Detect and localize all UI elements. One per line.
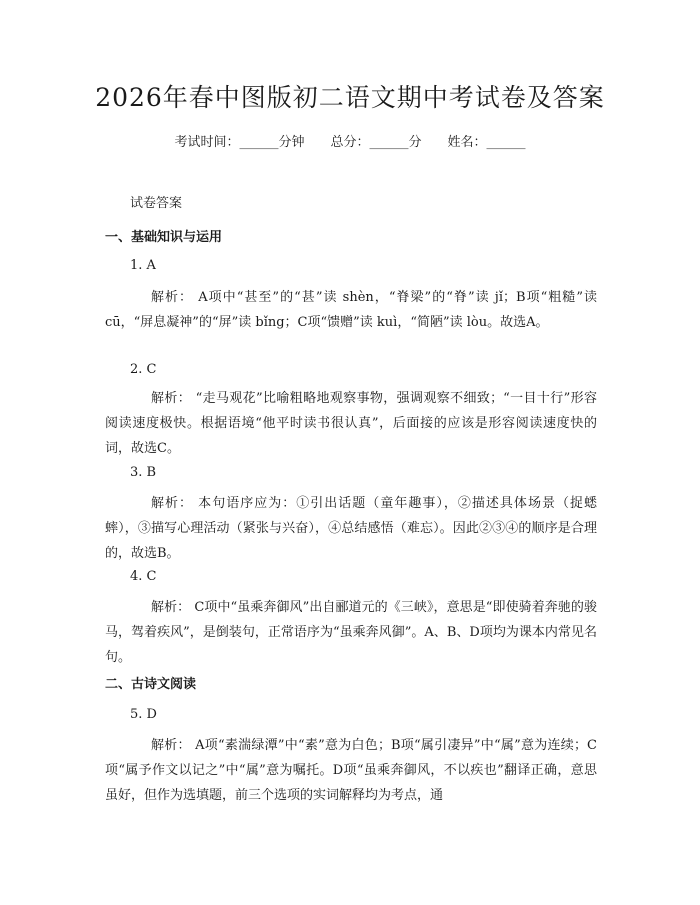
question-explanation: 解析： “走马观花”比喻粗略地观察事物，强调观察不细致；“一目十行”形容阅读速度极快。根据语境“他平时读书很认真”，后面接的应该是形容阅读速度快的词，故选C。 — [105, 391, 597, 456]
time-blank: ______ — [239, 135, 279, 150]
score-unit: 分 — [408, 135, 422, 150]
question-number: 5. D — [130, 707, 157, 722]
name-label: 姓名： — [447, 135, 487, 150]
question-number: 3. B — [130, 465, 157, 480]
score-label: 总分： — [330, 135, 370, 150]
question-explanation: 解析： A项中“甚至”的“甚”读 shèn，“脊梁”的“脊”读 jǐ；B项“粗糙”读 cū，“屏息凝神”的“屏”读 bǐng；C项“馈赠”读 kuì，“简陋”读 lòu。故选A。 — [105, 290, 597, 330]
exam-meta-line — [0, 131, 700, 150]
answers-subheading: 试卷答案 — [130, 196, 183, 211]
time-unit: 分钟 — [278, 135, 305, 150]
question-number: 4. C — [130, 569, 157, 584]
score-blank: ______ — [369, 135, 409, 150]
section-heading: 一、基础知识与运用 — [105, 230, 223, 245]
time-label: 考试时间： — [174, 135, 240, 150]
section-heading: 二、古诗文阅读 — [105, 677, 197, 692]
question-explanation: 解析： C项中“虽乘奔御风”出自郦道元的《三峡》，意思是“即使骑着奔驰的骏马，驾着疾风”，是倒装句，正常语序为“虽乘奔风御”。A、B、D项均为课本内常见名句。 — [105, 600, 597, 665]
question-explanation: 解析： 本句语序应为：①引出话题（童年趣事），②描述具体场景（捉蟋蟀），③描写心理活动（紧张与兴奋），④总结感悟（难忘）。因此②③④的顺序是合理的，故选B。 — [105, 496, 597, 561]
question-explanation: 解析： A项“素湍绿潭”中“素”意为白色；B项“属引凄异”中“属”意为连续；C项“属予作文以记之”中“属”意为嘱托。D项“虽乘奔御风，不以疾也”翻译正确，意思虽好，但作为选填题，前三个选项的实词解释均为考点，通 — [105, 738, 597, 803]
document-title: 2026年春中图版初二语文期中考试卷及答案 — [95, 83, 605, 112]
question-number: 1. A — [130, 258, 156, 273]
question-number: 2. C — [130, 362, 157, 377]
name-blank: ______ — [486, 135, 526, 150]
